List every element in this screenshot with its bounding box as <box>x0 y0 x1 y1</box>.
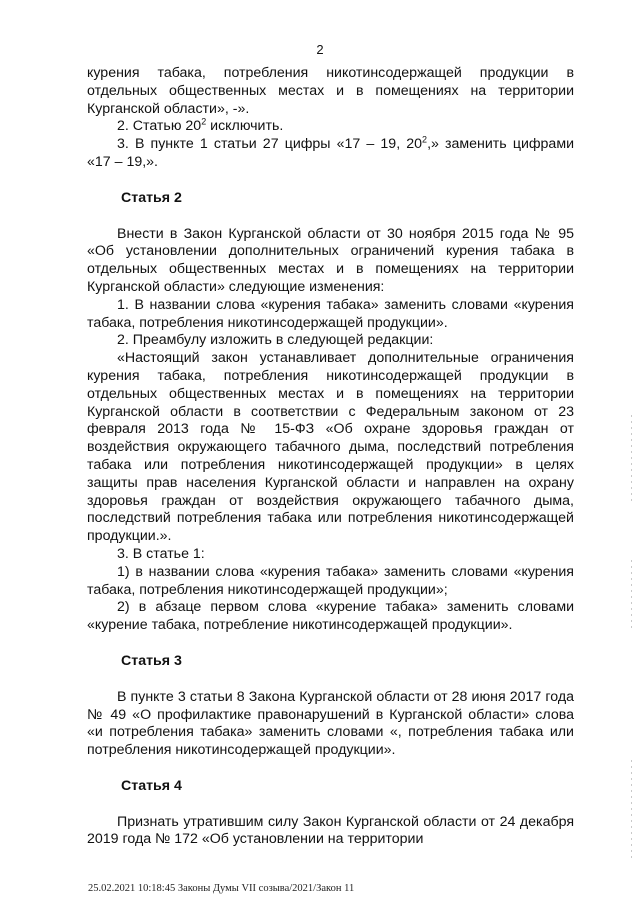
article-3-heading: Статья 3 <box>121 652 182 669</box>
article-2-subitem-1: 1) в названии слова «курения табака» заменить словами «курения табака, потребления никотинсодержащей продукции»; <box>87 563 574 598</box>
scan-artifact <box>631 415 632 505</box>
paragraph-continuation: курения табака, потребления никотинсодержащей продукции в отдельных общественных местах и в помещениях на территории Курганской области», -». <box>87 65 574 117</box>
scan-artifact <box>631 760 632 860</box>
article-3-text: В пункте 3 статьи 8 Закона Курганской области от 28 июня 2017 года № 49 «О профилактике правонарушений в Курганской области» слова «и потребления табака» заменить словами «, потребления табака или потребления никотинсодержащей продукции». <box>87 688 574 759</box>
article-2-item-1: 1. В названии слова «курения табака» заменить словами «курения табака, потребления никотинсодержащей продукции». <box>87 296 574 331</box>
paragraph-item-3: 3. В пункте 1 статьи 27 цифры «17 – 19, $20^2$,» заменить цифрами «17 – 19,». <box>87 134 575 170</box>
scan-artifact <box>631 560 632 630</box>
article-2-intro: Внести в Закон Курганской области от 30 ноября 2015 года № 95 «Об установлении дополнительных ограничений курения табака в отдельных общественных местах и в помещениях на территории Курганской области» следующие изменения: <box>87 225 574 295</box>
footer-path: 25.02.2021 10:18:45 Законы Думы VII созыва/2021/Закон 11 <box>88 883 355 894</box>
article-2-heading: Статья 2 <box>121 189 182 206</box>
article-4-text: Признать утратившим силу Закон Курганской области от 24 декабря 2019 года № 172 «Об установлении на территории <box>87 813 574 848</box>
article-2-item-2: 2. Преамбулу изложить в следующей редакции: <box>117 332 434 349</box>
paragraph-item-2: 2. Статью $20^2$ исключить. <box>117 116 284 135</box>
article-2-subitem-2: 2) в абзаце первом слова «курение табака» заменить словами «курение табака, потребление никотинсодержащей продукции». <box>87 599 574 634</box>
article-2-item-3: 3. В статье 1: <box>117 545 205 562</box>
page-number: 2 <box>316 42 324 57</box>
document-body <box>87 65 574 849</box>
article-4-heading: Статья 4 <box>121 777 182 794</box>
article-2-preamble-quote: «Настоящий закон устанавливает дополнительные ограничения курения табака, потребления никотинсодержащей продукции в отдельных общественных местах и в помещениях на территории Курганской области в соответствии с Федеральным законом от 23 февраля 2013 года № 15-ФЗ «Об охране здоровья граждан от воздействия окружающего табачного дыма, последствий потребления табака или потребления никотинсодержащей продукции» в целях защиты прав населения Курганской области и направлен на охрану здоровья граждан от воздействия окружающего табачного дыма, последствий потребления табака или потребления никотинсодержащей продукции.». <box>87 350 574 545</box>
